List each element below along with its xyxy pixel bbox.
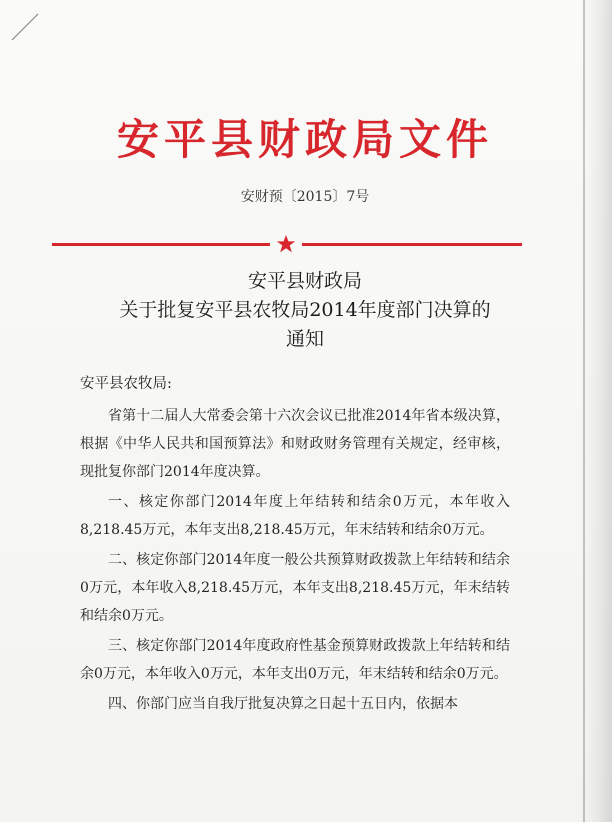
document-title: 安平县财政局文件 bbox=[116, 115, 493, 164]
body-text bbox=[80, 402, 510, 720]
paragraph-intro: 省第十二届人大常委会第十六次会议已批准2014年省本级决算，根据《中华人民共和国预算法》和财政财务管理有关规定，经审核，现批复你部门2014年度决算。 bbox=[80, 408, 510, 480]
red-divider bbox=[52, 236, 522, 254]
corner-mark bbox=[8, 10, 42, 44]
paragraph-item-2: 二、核定你部门2014年度一般公共预算财政拨款上年结转和结余0万元，本年收入8,218.45万元，本年支出8,218.45万元，年末结转和结余0万元。 bbox=[80, 552, 510, 624]
paragraph-item-3: 三、核定你部门2014年度政府性基金预算财政拨款上年结转和结余0万元，本年收入0万元，本年支出0万元，年末结转和结余0万元。 bbox=[80, 638, 510, 682]
star-icon bbox=[276, 234, 296, 254]
page-edge-line bbox=[583, 0, 585, 822]
divider-left-bar bbox=[52, 243, 270, 246]
page-edge-shadow bbox=[584, 0, 612, 822]
divider-right-bar bbox=[302, 243, 522, 246]
heading-line-2: 关于批复安平县农牧局2014年度部门决算的 bbox=[119, 299, 491, 321]
addressee: 安平县农牧局: bbox=[80, 376, 172, 392]
heading-line-1: 安平县财政局 bbox=[247, 270, 362, 292]
paragraph-item-4: 四、你部门应当自我厅批复决算之日起十五日内，依据本 bbox=[108, 696, 458, 712]
document-number: 安财预〔2015〕7号 bbox=[240, 189, 370, 205]
paragraph-item-1: 一、核定你部门2014年度上年结转和结余0万元，本年收入8,218.45万元，本年支出8,218.45万元，年末结转和结余0万元。 bbox=[80, 494, 510, 538]
heading-line-3: 通知 bbox=[285, 328, 324, 350]
